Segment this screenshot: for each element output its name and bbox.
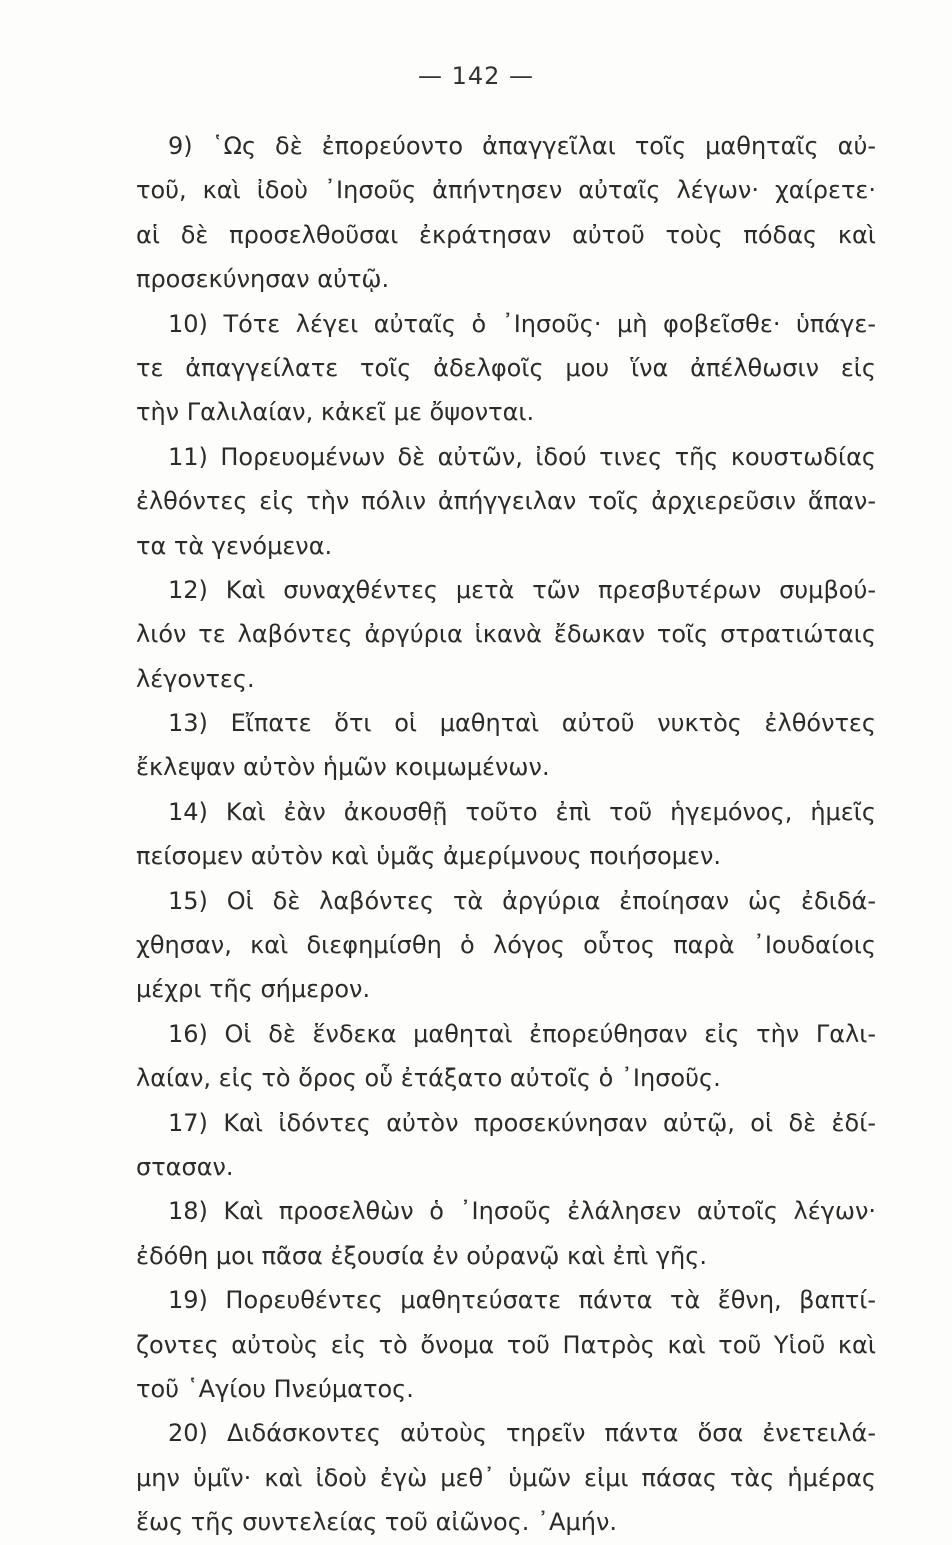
text-line: 15) Οἱ δὲ λαβόντες τὰ ἀργύρια ἐποίησαν ὡς ἐδιδά- (168, 886, 876, 915)
text-line: ἐδόθη μοι πᾶσα ἐξουσία ἐν οὐρανῷ καὶ ἐπὶ γῆς. (136, 1241, 707, 1270)
text-line: 9) ῾Ως δὲ ἐπορεύοντο ἀπαγγεῖλαι τοῖς μαθηταῖς αὐ- (168, 132, 876, 160)
text-line: 19) Πορευθέντες μαθητεύσατε πάντα τὰ ἔθνη, βαπτί- (168, 1286, 876, 1315)
text-line: ἐλθόντες εἰς τὴν πόλιν ἀπήγγειλαν τοῖς ἀρχιερεῦσιν ἅπαν- (136, 487, 876, 516)
text-line: 20) Διδάσκοντες αὐτοὺς τηρεῖν πάντα ὅσα ἐνετειλά- (168, 1419, 876, 1448)
page-number: — 142 — (417, 62, 535, 90)
text-line: στασαν. (136, 1152, 234, 1181)
text-line: τε ἀπαγγείλατε τοῖς ἀδελφοῖς μου ἵνα ἀπέλθωσιν εἰς (136, 353, 876, 382)
text-line: πείσομεν αὐτὸν καὶ ὑμᾶς ἀμερίμνους ποιήσομεν. (136, 842, 722, 871)
text-line: τοῦ, καὶ ἰδοὺ ᾿Ιησοῦς ἀπήντησεν αὐταῖς λέγων· χαίρετε· (136, 176, 876, 205)
text-line: 10) Τότε λέγει αὐταῖς ὁ ᾿Ιησοῦς· μὴ φοβεῖσθε· ὑπάγε- (168, 309, 876, 338)
text-line: λέγοντες. (136, 664, 255, 693)
text-line: τοῦ ῾Αγίου Πνεύματος. (136, 1374, 414, 1403)
body-text (136, 124, 876, 1545)
text-line: τα τὰ γενόμενα. (136, 531, 333, 560)
text-line: 17) Καὶ ἰδόντες αὐτὸν προσεκύνησαν αὐτῷ, οἱ δὲ ἐδί- (168, 1108, 876, 1137)
text-line: προσεκύνησαν αὐτῷ. (136, 265, 390, 294)
text-line: μην ὑμῖν· καὶ ἰδοὺ ἐγὼ μεθ᾿ ὑμῶν εἰμι πάσας τὰς ἡμέρας (136, 1463, 876, 1492)
text-line: ἔκλεψαν αὐτὸν ἡμῶν κοιμωμένων. (136, 753, 550, 782)
text-line: λαίαν, εἰς τὸ ὄρος οὗ ἐτάξατο αὐτοῖς ὁ ᾿Ιησοῦς. (136, 1064, 721, 1093)
text-line: λιόν τε λαβόντες ἀργύρια ἱκανὰ ἔδωκαν τοῖς στρατιώταις (136, 620, 876, 649)
text-line: 11) Πορευομένων δὲ αὐτῶν, ἰδού τινες τῆς κουστωδίας (168, 442, 876, 471)
text-line: χθησαν, καὶ διεφημίσθη ὁ λόγος οὗτος παρὰ ᾿Ιουδαίοις (136, 931, 876, 960)
text-line: 14) Καὶ ἐὰν ἀκουσθῇ τοῦτο ἐπὶ τοῦ ἡγεμόνος, ἡμεῖς (168, 797, 876, 826)
text-line: αἱ δὲ προσελθοῦσαι ἐκράτησαν αὐτοῦ τοὺς πόδας καὶ (136, 220, 876, 249)
text-line: ζοντες αὐτοὺς εἰς τὸ ὄνομα τοῦ Πατρὸς καὶ τοῦ Υἱοῦ καὶ (136, 1330, 876, 1359)
text-line: 16) Οἱ δὲ ἕνδεκα μαθηταὶ ἐπορεύθησαν εἰς τὴν Γαλι- (168, 1019, 876, 1048)
text-line: 12) Καὶ συναχθέντες μετὰ τῶν πρεσβυτέρων συμβού- (168, 575, 876, 604)
text-line: τὴν Γαλιλαίαν, κἀκεῖ με ὄψονται. (136, 398, 535, 427)
text-line: 18) Καὶ προσελθὼν ὁ ᾿Ιησοῦς ἐλάλησεν αὐτοῖς λέγων· (168, 1197, 876, 1226)
text-line: μέχρι τῆς σήμερον. (136, 975, 371, 1004)
text-line: 13) Εἴπατε ὅτι οἱ μαθηταὶ αὐτοῦ νυκτὸς ἐλθόντες (168, 709, 876, 738)
text-line: ἕως τῆς συντελείας τοῦ αἰῶνος. ᾿Αμήν. (136, 1508, 617, 1537)
